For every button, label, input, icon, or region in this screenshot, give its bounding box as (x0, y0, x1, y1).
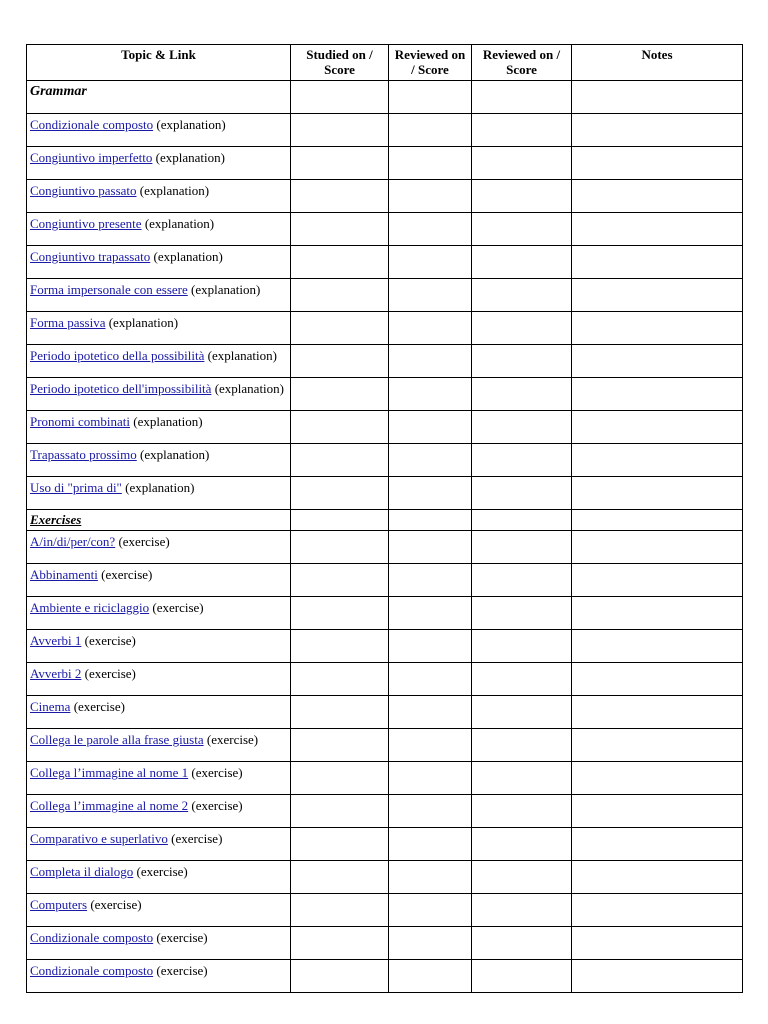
topic-type-label: (exercise) (101, 567, 153, 582)
topic-cell (27, 213, 291, 246)
reviewed-cell[interactable] (472, 564, 572, 597)
topic-type-label: (explanation) (125, 480, 195, 495)
notes-cell[interactable] (572, 960, 743, 993)
studied-cell[interactable] (291, 114, 389, 147)
reviewed-cell[interactable] (389, 795, 472, 828)
topic-type-label: (explanation) (108, 315, 179, 330)
notes-cell[interactable] (572, 378, 743, 411)
table-row (27, 180, 743, 213)
notes-cell[interactable] (572, 279, 743, 312)
topic-cell (27, 279, 291, 312)
topic-cell (27, 663, 291, 696)
reviewed-cell[interactable] (389, 312, 472, 345)
topic-type-label: (exercise) (84, 666, 136, 681)
notes-cell[interactable] (572, 345, 743, 378)
topic-link[interactable]: Pronomi combinati (30, 414, 131, 429)
studied-cell[interactable] (291, 444, 389, 477)
notes-cell[interactable] (572, 444, 743, 477)
section-title-exercises: Exercises (27, 510, 291, 531)
studied-cell[interactable] (291, 630, 389, 663)
header-row (27, 45, 743, 81)
reviewed-cell[interactable] (472, 762, 572, 795)
reviewed-cell[interactable] (389, 477, 472, 510)
reviewed-cell[interactable] (472, 960, 572, 993)
notes-cell[interactable] (572, 477, 743, 510)
reviewed-cell[interactable] (389, 345, 472, 378)
study-tracker-table (26, 44, 743, 993)
topic-link[interactable]: A/in/di/per/con? (30, 534, 116, 549)
topic-type-label: (exercise) (191, 798, 243, 813)
notes-cell[interactable] (572, 147, 743, 180)
studied-cell[interactable] (291, 312, 389, 345)
notes-cell[interactable] (572, 81, 743, 114)
topic-cell (27, 180, 291, 213)
header-topic: Topic & Link (27, 45, 291, 81)
table-row (27, 444, 743, 477)
header-studied: Studied on / Score (291, 45, 389, 81)
topic-type-label: (explanation) (140, 447, 210, 462)
notes-cell[interactable] (572, 861, 743, 894)
notes-cell[interactable] (572, 114, 743, 147)
topic-link[interactable]: Condizionale composto (30, 117, 154, 132)
section-row-grammar (27, 81, 743, 114)
reviewed-cell[interactable] (472, 597, 572, 630)
reviewed-cell[interactable] (472, 312, 572, 345)
topic-cell (27, 927, 291, 960)
topic-link[interactable]: Abbinamenti (30, 567, 98, 582)
topic-link[interactable]: Trapassato prossimo (30, 447, 137, 462)
topic-cell (27, 345, 291, 378)
reviewed-cell[interactable] (472, 510, 572, 531)
topic-type-label: (explanation) (207, 348, 277, 363)
studied-cell[interactable] (291, 213, 389, 246)
table-row (27, 663, 743, 696)
reviewed-cell[interactable] (472, 630, 572, 663)
table-row (27, 312, 743, 345)
topic-type-label: (explanation) (156, 117, 226, 132)
header-notes: Notes (572, 45, 743, 81)
studied-cell[interactable] (291, 696, 389, 729)
notes-cell[interactable] (572, 411, 743, 444)
header-reviewed-1: Reviewed on / Score (389, 45, 472, 81)
reviewed-cell[interactable] (389, 894, 472, 927)
topic-cell (27, 147, 291, 180)
topic-type-label: (explanation) (155, 150, 225, 165)
notes-cell[interactable] (572, 795, 743, 828)
topic-type-label: (exercise) (171, 831, 223, 846)
topic-cell (27, 894, 291, 927)
topic-type-label: (explanation) (214, 381, 284, 396)
table-row (27, 828, 743, 861)
table-row (27, 696, 743, 729)
topic-cell (27, 630, 291, 663)
table-row (27, 477, 743, 510)
reviewed-cell[interactable] (472, 180, 572, 213)
notes-cell[interactable] (572, 564, 743, 597)
table-row (27, 411, 743, 444)
studied-cell[interactable] (291, 861, 389, 894)
reviewed-cell[interactable] (389, 861, 472, 894)
notes-cell[interactable] (572, 531, 743, 564)
topic-type-label: (exercise) (136, 864, 188, 879)
studied-cell[interactable] (291, 762, 389, 795)
topic-type-label: (exercise) (84, 633, 136, 648)
table-row (27, 795, 743, 828)
reviewed-cell[interactable] (389, 630, 472, 663)
table-row (27, 114, 743, 147)
topic-link[interactable]: Congiuntivo imperfetto (30, 150, 153, 165)
studied-cell[interactable] (291, 81, 389, 114)
topic-cell (27, 411, 291, 444)
notes-cell[interactable] (572, 630, 743, 663)
studied-cell[interactable] (291, 960, 389, 993)
topic-link[interactable]: Ambiente e riciclaggio (30, 600, 150, 615)
reviewed-cell[interactable] (472, 729, 572, 762)
notes-cell[interactable] (572, 312, 743, 345)
reviewed-cell[interactable] (472, 345, 572, 378)
reviewed-cell[interactable] (472, 444, 572, 477)
reviewed-cell[interactable] (472, 477, 572, 510)
studied-cell[interactable] (291, 477, 389, 510)
reviewed-cell[interactable] (472, 696, 572, 729)
topic-type-label: (exercise) (156, 963, 208, 978)
topic-link[interactable]: Collega l’immagine al nome 1 (30, 765, 189, 780)
table-row (27, 630, 743, 663)
topic-link[interactable]: Periodo ipotetico della possibilità (30, 348, 205, 363)
header-reviewed-2: Reviewed on / Score (472, 45, 572, 81)
topic-link[interactable]: Condizionale composto (30, 930, 154, 945)
reviewed-cell[interactable] (472, 114, 572, 147)
topic-type-label: (explanation) (191, 282, 261, 297)
topic-link[interactable]: Condizionale composto (30, 963, 154, 978)
section-title-grammar: Grammar (27, 81, 291, 114)
notes-cell[interactable] (572, 828, 743, 861)
topic-link[interactable]: Completa il dialogo (30, 864, 134, 879)
reviewed-cell[interactable] (389, 960, 472, 993)
studied-cell[interactable] (291, 927, 389, 960)
studied-cell[interactable] (291, 795, 389, 828)
topic-link[interactable]: Uso di "prima di" (30, 480, 122, 495)
topic-cell (27, 378, 291, 411)
topic-link[interactable]: Cinema (30, 699, 71, 714)
table-row (27, 246, 743, 279)
reviewed-cell[interactable] (389, 663, 472, 696)
topic-type-label: (explanation) (139, 183, 210, 198)
table-row (27, 213, 743, 246)
reviewed-cell[interactable] (389, 696, 472, 729)
reviewed-cell[interactable] (472, 663, 572, 696)
studied-cell[interactable] (291, 246, 389, 279)
topic-link[interactable]: Forma passiva (30, 315, 106, 330)
topic-link[interactable]: Forma impersonale con essere (30, 282, 188, 297)
notes-cell[interactable] (572, 246, 743, 279)
reviewed-cell[interactable] (472, 246, 572, 279)
table-row (27, 960, 743, 993)
notes-cell[interactable] (572, 696, 743, 729)
topic-type-label: (exercise) (206, 732, 259, 747)
topic-cell (27, 114, 291, 147)
topic-link[interactable]: Avverbi 1 (30, 633, 82, 648)
reviewed-cell[interactable] (472, 81, 572, 114)
notes-cell[interactable] (572, 762, 743, 795)
reviewed-cell[interactable] (389, 762, 472, 795)
topic-type-label: (explanation) (144, 216, 215, 231)
studied-cell[interactable] (291, 510, 389, 531)
topic-link[interactable]: Collega le parole alla frase giusta (30, 732, 204, 747)
reviewed-cell[interactable] (472, 531, 572, 564)
table-row (27, 597, 743, 630)
topic-link[interactable]: Computers (30, 897, 88, 912)
reviewed-cell[interactable] (389, 279, 472, 312)
reviewed-cell[interactable] (472, 213, 572, 246)
reviewed-cell[interactable] (472, 927, 572, 960)
notes-cell[interactable] (572, 213, 743, 246)
reviewed-cell[interactable] (389, 729, 472, 762)
topic-cell (27, 696, 291, 729)
notes-cell[interactable] (572, 729, 743, 762)
notes-cell[interactable] (572, 894, 743, 927)
topic-type-label: (exercise) (152, 600, 204, 615)
studied-cell[interactable] (291, 828, 389, 861)
table-row (27, 861, 743, 894)
studied-cell[interactable] (291, 729, 389, 762)
topic-cell (27, 246, 291, 279)
reviewed-cell[interactable] (472, 378, 572, 411)
topic-link[interactable]: Congiuntivo presente (30, 216, 142, 231)
studied-cell[interactable] (291, 279, 389, 312)
topic-type-label: (exercise) (191, 765, 243, 780)
notes-cell[interactable] (572, 180, 743, 213)
reviewed-cell[interactable] (389, 378, 472, 411)
reviewed-cell[interactable] (389, 147, 472, 180)
topic-type-label: (exercise) (73, 699, 125, 714)
reviewed-cell[interactable] (389, 564, 472, 597)
reviewed-cell[interactable] (389, 411, 472, 444)
reviewed-cell[interactable] (472, 861, 572, 894)
reviewed-cell[interactable] (389, 597, 472, 630)
topic-cell (27, 762, 291, 795)
studied-cell[interactable] (291, 663, 389, 696)
reviewed-cell[interactable] (472, 894, 572, 927)
table-row (27, 729, 743, 762)
studied-cell[interactable] (291, 147, 389, 180)
table-row (27, 345, 743, 378)
reviewed-cell[interactable] (389, 246, 472, 279)
topic-type-label: (explanation) (133, 414, 203, 429)
topic-cell (27, 312, 291, 345)
table-row (27, 564, 743, 597)
topic-cell (27, 795, 291, 828)
reviewed-cell[interactable] (472, 411, 572, 444)
section-row-exercises (27, 510, 743, 531)
notes-cell[interactable] (572, 663, 743, 696)
table-row (27, 531, 743, 564)
topic-link[interactable]: Congiuntivo passato (30, 183, 137, 198)
reviewed-cell[interactable] (472, 147, 572, 180)
topic-cell (27, 861, 291, 894)
studied-cell[interactable] (291, 378, 389, 411)
table-row (27, 762, 743, 795)
reviewed-cell[interactable] (389, 927, 472, 960)
reviewed-cell[interactable] (472, 828, 572, 861)
topic-type-label: (exercise) (156, 930, 208, 945)
topic-cell (27, 531, 291, 564)
topic-cell (27, 444, 291, 477)
reviewed-cell[interactable] (389, 828, 472, 861)
topic-link[interactable]: Avverbi 2 (30, 666, 82, 681)
topic-cell (27, 477, 291, 510)
studied-cell[interactable] (291, 345, 389, 378)
table-row (27, 147, 743, 180)
topic-type-label: (exercise) (118, 534, 170, 549)
studied-cell[interactable] (291, 894, 389, 927)
topic-type-label: (explanation) (153, 249, 223, 264)
notes-cell[interactable] (572, 597, 743, 630)
topic-cell (27, 729, 291, 762)
reviewed-cell[interactable] (389, 114, 472, 147)
table-row (27, 279, 743, 312)
reviewed-cell[interactable] (389, 444, 472, 477)
studied-cell[interactable] (291, 531, 389, 564)
notes-cell[interactable] (572, 927, 743, 960)
topic-cell (27, 828, 291, 861)
reviewed-cell[interactable] (389, 213, 472, 246)
notes-cell[interactable] (572, 510, 743, 531)
topic-link[interactable]: Periodo ipotetico dell'impossibilità (30, 381, 212, 396)
studied-cell[interactable] (291, 597, 389, 630)
studied-cell[interactable] (291, 411, 389, 444)
reviewed-cell[interactable] (389, 531, 472, 564)
topic-link[interactable]: Congiuntivo trapassato (30, 249, 151, 264)
topic-cell (27, 564, 291, 597)
studied-cell[interactable] (291, 564, 389, 597)
topic-link[interactable]: Comparativo e superlativo (30, 831, 168, 846)
reviewed-cell[interactable] (389, 510, 472, 531)
topic-cell (27, 597, 291, 630)
studied-cell[interactable] (291, 180, 389, 213)
topic-link[interactable]: Collega l’immagine al nome 2 (30, 798, 189, 813)
table-row (27, 378, 743, 411)
reviewed-cell[interactable] (389, 180, 472, 213)
topic-type-label: (exercise) (90, 897, 142, 912)
table-row (27, 927, 743, 960)
reviewed-cell[interactable] (472, 795, 572, 828)
reviewed-cell[interactable] (472, 279, 572, 312)
topic-cell (27, 960, 291, 993)
reviewed-cell[interactable] (389, 81, 472, 114)
table-row (27, 894, 743, 927)
